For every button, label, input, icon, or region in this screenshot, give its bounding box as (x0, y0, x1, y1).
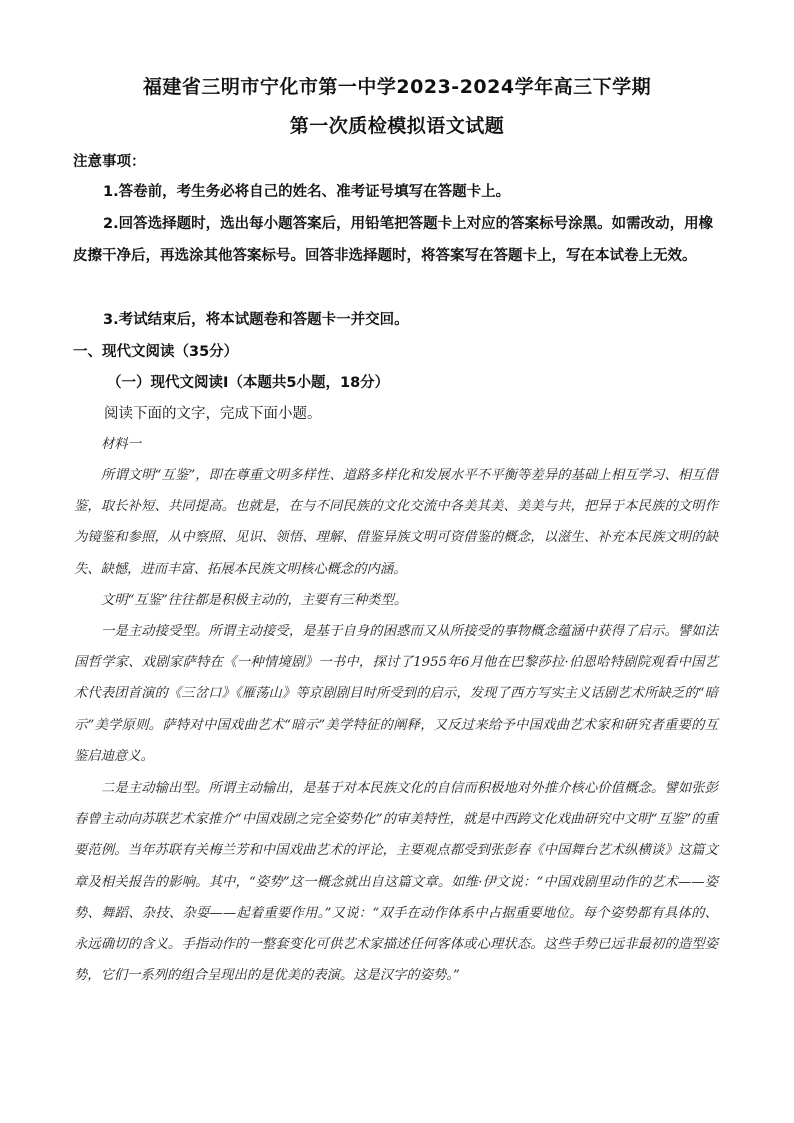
notice-item-2: 2.回答选择题时，选出每小题答案后，用铅笔把答题卡上对应的答案标号涂黑。如需改动，用橡皮擦干净后，再选涂其他答案标号。回答非选择题时，将答案写在答题卡上，写在本试卷上无效。 (73, 216, 714, 264)
exam-title-line1: 福建省三明市宁化市第一中学2023-2024学年高三下学期 (142, 76, 652, 98)
notice-item-1: 1.答卷前，考生务必将自己的姓名、准考证号填写在答题卡上。 (103, 184, 511, 200)
material-label: 材料一 (101, 437, 141, 452)
body-paragraph-2: 文明“互鉴”往往都是积极主动的，主要有三种类型。 (101, 593, 408, 608)
body-paragraph-4: 二是主动输出型。所谓主动输出，是基于对本民族文化的自信而积极地对外推介核心价值概念。譬如张彭春曾主动向苏联艺术家推介“中国戏剧之完全姿势化”的审美特性，就是中西跨文化戏曲研究中文明“互鉴”的重要范例。当年苏联有关梅兰芳和中国戏曲艺术的评论，主要观点都受到张彭春《中国舞台艺术纵横谈》这篇文章及相关报告的影响。其中，“姿势”这一概念就出自这篇文章。如维·伊文说：“中国戏剧里动作的艺术——姿势、舞蹈、杂技、杂耍——起着重要作用。”又说：“双手在动作体系中占据重要地位。每个姿势都有具体的、永远确切的含义。手指动作的一整套变化可供艺术家描述任何客体或心理状态。这些手势已远非最初的造型姿势，它们一系列的组合呈现出的是优美的表演。这是汉字的姿势。” (74, 781, 718, 984)
subsection-heading: （一）现代文阅读Ⅰ（本题共5小题，18分） (107, 375, 390, 391)
body-paragraph-3: 一是主动接受型。所谓主动接受，是基于自身的困惑而又从所接受的事物概念蕴涵中获得了启示。譬如法国哲学家、戏剧家萨特在《一种情境剧》一书中，探讨了1955年6月他在巴黎莎拉·伯恩哈特剧院观看中国艺术代表团首演的《三岔口》《雁荡山》等京剧剧目时所受到的启示，发现了西方写实主义话剧艺术所缺乏的“暗示”美学原则。萨特对中国戏曲艺术“暗示”美学特征的阐释，又反过来给予中国戏曲艺术家和研究者重要的互鉴启迪意义。 (74, 624, 718, 764)
notice-heading: 注意事项： (73, 154, 146, 170)
exam-title-line2: 第一次质检模拟语文试题 (289, 115, 505, 137)
reading-instruction: 阅读下面的文字，完成下面小题。 (104, 406, 322, 422)
notice-item-3: 3.考试结束后，将本试题卷和答题卡一并交回。 (103, 312, 409, 328)
section-heading: 一、现代文阅读（35分） (73, 344, 239, 360)
body-paragraph-1: 所谓文明“互鉴”，即在尊重文明多样性、道路多样化和发展水平不平衡等差异的基础上相互学习、相互借鉴，取长补短、共同提高。也就是，在与不同民族的文化交流中各美其美、美美与共，把异于本民族的文明作为镜鉴和参照，从中察照、见识、领悟、理解、借鉴异族文明可资借鉴的概念，以滋生、补充本民族文明的缺失、缺憾，进而丰富、拓展本民族文明核心概念的内涵。 (74, 468, 718, 577)
